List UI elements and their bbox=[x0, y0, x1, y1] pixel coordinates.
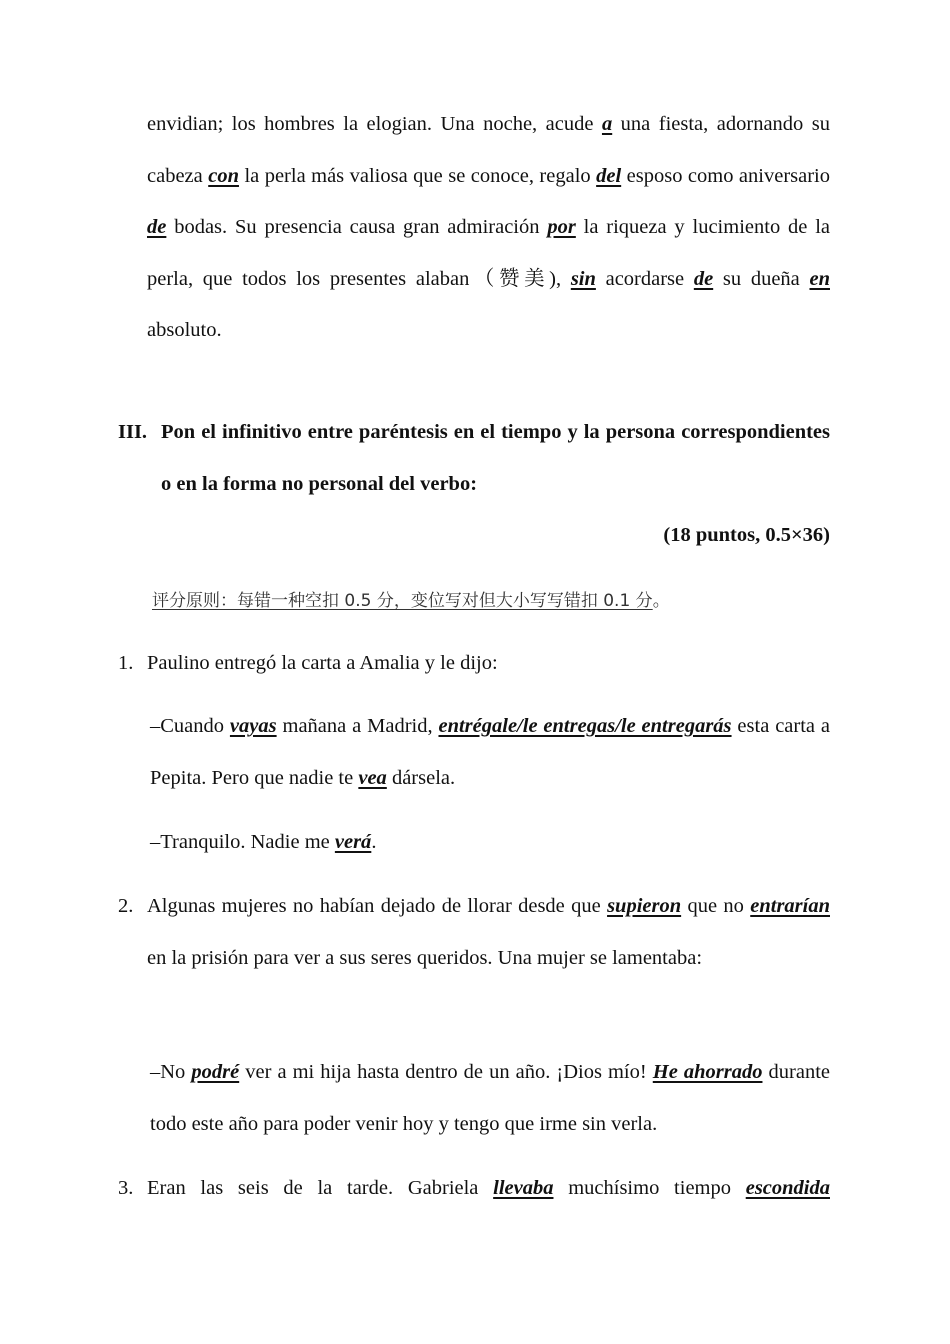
text-run: –No bbox=[150, 1061, 192, 1083]
grading-note-text: 评分原则：每错一种空扣 0.5 分，变位写对但大小写写错扣 0.1 分 bbox=[152, 591, 653, 611]
item-1-intro: Paulino entregó la carta a Amalia y le dijo: bbox=[147, 652, 498, 674]
text-run: –Tranquilo. Nadie me bbox=[150, 831, 335, 853]
item-1-dialogue-1 bbox=[150, 701, 830, 804]
answer-word: sin bbox=[570, 267, 596, 290]
text-run: Eran las seis de la tarde. Gabriela bbox=[147, 1177, 494, 1199]
answer-word: supieron bbox=[607, 895, 682, 917]
item-2-paragraph bbox=[147, 881, 830, 984]
item-2-dialogue bbox=[150, 1047, 830, 1150]
text-run: que no bbox=[681, 895, 751, 917]
item-1-dialogue-2 bbox=[150, 817, 830, 869]
item-number-2: 2. bbox=[118, 895, 134, 917]
text-run: bodas. Su presencia causa gran admiración bbox=[166, 216, 548, 238]
answer-word: llevaba bbox=[493, 1177, 554, 1199]
text-run: la perla más valiosa que se conoce, regalo bbox=[238, 164, 597, 187]
text-run: ver a mi hija hasta dentro de un año. ¡Dios mío! bbox=[239, 1061, 653, 1083]
answer-word: podré bbox=[191, 1061, 240, 1083]
text-run: durante todo este año para poder venir hoy y tengo que irme sin verla. bbox=[150, 1061, 830, 1135]
answer-word: por bbox=[547, 216, 576, 238]
answer-word: entrarían bbox=[750, 895, 830, 917]
answer-word: del bbox=[596, 164, 622, 187]
text-run: la riqueza y lucimiento de la perla, que todos los presentes alaban（赞美), bbox=[147, 216, 830, 290]
text-run: absoluto. bbox=[147, 319, 222, 341]
answer-word: escondida bbox=[745, 1177, 830, 1199]
item-3-paragraph bbox=[147, 1163, 830, 1215]
text-run: una fiesta, adornando su cabeza bbox=[147, 113, 830, 187]
grading-note bbox=[152, 586, 670, 611]
answer-word: verá bbox=[334, 831, 372, 853]
text-run: –Cuando bbox=[150, 715, 230, 737]
answer-word: a bbox=[601, 113, 613, 135]
text-run: envidian; los hombres la elogian. Una noche, acude bbox=[147, 113, 602, 135]
answer-word: de bbox=[147, 216, 167, 238]
text-run: . bbox=[371, 831, 377, 853]
paragraph-pearl-story bbox=[147, 99, 830, 357]
section-heading bbox=[118, 407, 830, 510]
item-number-3: 3. bbox=[118, 1177, 134, 1199]
answer-word: en bbox=[809, 267, 830, 290]
text-run: esposo como aniversario bbox=[621, 164, 830, 187]
answer-word: vayas bbox=[229, 715, 277, 737]
text-run: acordarse bbox=[595, 267, 694, 290]
item-number-1: 1. bbox=[118, 652, 134, 674]
text-run: dársela. bbox=[386, 766, 456, 789]
text-run: muchísimo tiempo bbox=[553, 1177, 746, 1199]
text-run: Algunas mujeres no habían dejado de llorar desde que bbox=[147, 895, 608, 917]
points-label: (18 puntos, 0.5×36) bbox=[663, 524, 830, 546]
text-run: en la prisión para ver a sus seres queridos. Una mujer se lamentaba: bbox=[147, 946, 703, 969]
answer-word: He ahorrado bbox=[652, 1061, 763, 1083]
section-number: III. bbox=[118, 421, 148, 443]
answer-word: con bbox=[208, 164, 239, 187]
section-title: Pon el infinitivo entre paréntesis en el tiempo y la persona correspondientes o en la forma no personal del verbo: bbox=[161, 421, 830, 495]
grading-note-end: 。 bbox=[652, 591, 670, 611]
answer-word: entrégale/le entregas/le entregarás bbox=[438, 715, 732, 737]
text-run: su dueña bbox=[713, 267, 810, 290]
text-run: esta carta a Pepita. Pero que nadie te bbox=[150, 715, 830, 789]
text-run: mañana a Madrid, bbox=[276, 715, 439, 737]
answer-word: de bbox=[693, 267, 714, 290]
answer-word: vea bbox=[358, 766, 387, 789]
